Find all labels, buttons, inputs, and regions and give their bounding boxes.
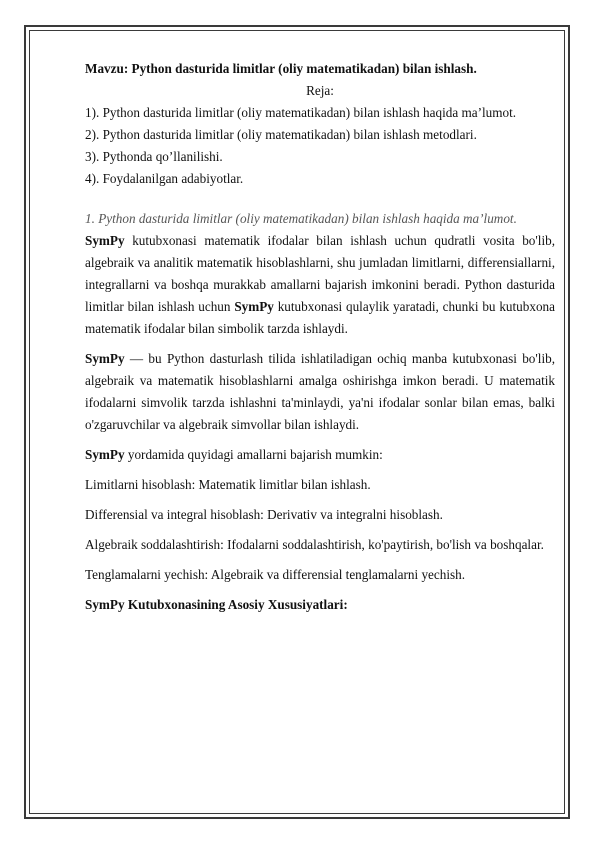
plan-heading: Reja:: [306, 83, 334, 98]
sympy-term: SymPy: [85, 447, 125, 462]
document-body: [85, 58, 555, 616]
paragraph-sympy-capabilities: [85, 444, 555, 466]
section-1-heading: 1. Python dasturida limitlar (oliy matematikadan) bilan ishlash haqida ma’lumot.: [85, 211, 517, 226]
sympy-term: SymPy: [85, 351, 125, 366]
paragraph-text: kutubxonasi matematik ifodalar bilan ishlash uchun qudratli vosita bo'lib, algebraik va analitik matematik hisoblashlarni, shu jumladan limitlarni, differensiallarni, integrallarni va boshqa murakkab amallarni bajarish imkonini beradi. Python dasturida limitlar bilan ishlash uchun: [85, 233, 555, 314]
paragraph-sympy-intro: [85, 230, 555, 340]
section-heading-features: SymPy Kutubxonasining Asosiy Xususiyatlari:: [85, 597, 348, 612]
plan-item-4: 4). Foydalanilgan adabiyotlar.: [85, 171, 244, 186]
paragraph-text: — bu Python dasturlash tilida ishlatiladigan ochiq manba kutubxonasi bo'lib, algebraik va matematik hisoblashlarni amalga oshirishga imkon beradi. U matematik ifodalarni simvolik tarzda ishlashni ta'minlaydi, ya'ni ifodalar sonlar bilan emas, balki o'zgaruvchilar va algebraik simvollar bilan ishlaydi.: [85, 351, 555, 432]
paragraph-algebraic: Algebraik soddalashtirish: Ifodalarni soddalashtirish, ko'paytirish, bo'lish va boshqalar.: [85, 537, 544, 552]
plan-item-2: 2). Python dasturida limitlar (oliy matematikadan) bilan ishlash metodlari.: [85, 127, 477, 142]
paragraph-limits: Limitlarni hisoblash: Matematik limitlar bilan ishlash.: [85, 477, 371, 492]
paragraph-equations: Tenglamalarni yechish: Algebraik va differensial tenglamalarni yechish.: [85, 567, 466, 582]
plan-item-3: 3). Pythonda qo’llanilishi.: [85, 149, 223, 164]
paragraph-text: kutubxonasi qulaylik yaratadi, chunki bu kutubxona matematik ifodalar bilan simbolik tarzda ishlaydi.: [85, 299, 555, 336]
paragraph-sympy-definition: [85, 348, 555, 436]
plan-item-1: 1). Python dasturida limitlar (oliy matematikadan) bilan ishlash haqida ma’lumot.: [85, 105, 517, 120]
paragraph-differential: Differensial va integral hisoblash: Derivativ va integralni hisoblash.: [85, 507, 443, 522]
paragraph-text: yordamida quyidagi amallarni bajarish mumkin:: [124, 447, 383, 462]
document-title: Mavzu: Python dasturida limitlar (oliy matematikadan) bilan ishlash.: [85, 61, 477, 76]
sympy-term: SymPy: [234, 299, 274, 314]
sympy-term: SymPy: [85, 233, 125, 248]
